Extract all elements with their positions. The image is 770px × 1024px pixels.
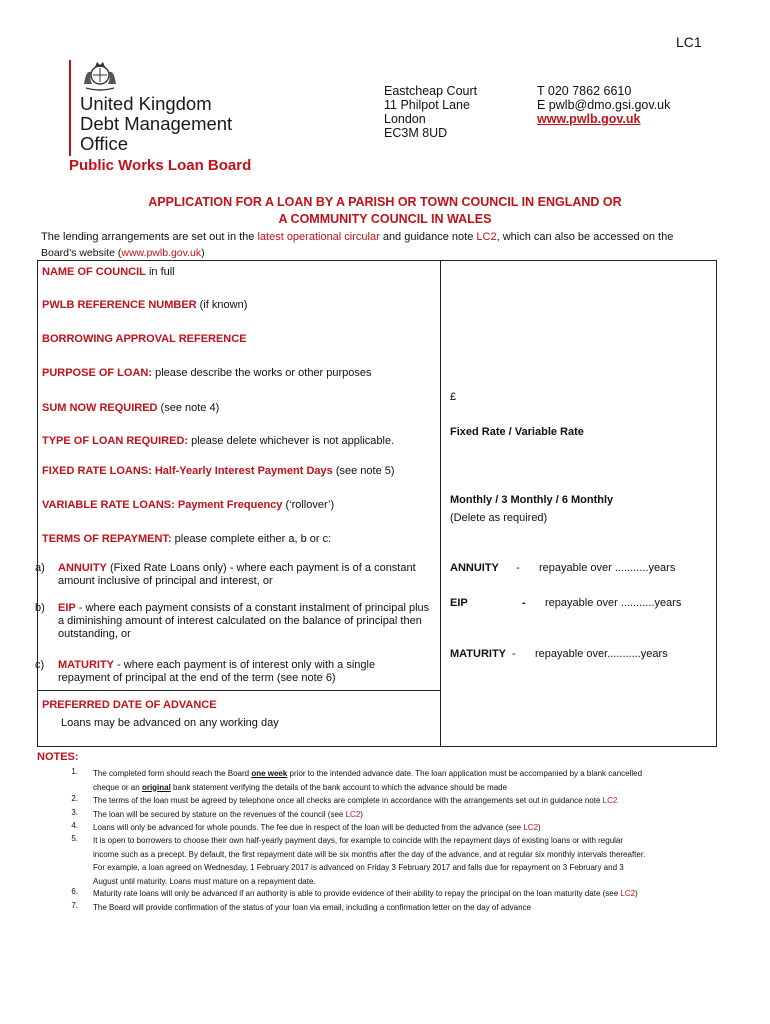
organisation-name — [80, 94, 232, 154]
notes-heading: NOTES: — [37, 751, 79, 763]
lc2-link[interactable]: LC2 — [620, 889, 636, 898]
pound-sign: £ — [450, 391, 457, 403]
royal-crest-icon — [80, 58, 120, 92]
loan-purpose-label — [42, 367, 372, 380]
advance-date-hint: Loans may be advanced on any working day — [61, 717, 279, 729]
field-hint: (‘rollover’) — [282, 499, 335, 511]
lc2-link[interactable]: LC2 — [345, 810, 361, 819]
note-text: It is open to borrowers to choose their own half-yearly payment days, for example to coincide with the repayment days of existing loans or with regular — [93, 836, 624, 845]
sum-required-input[interactable] — [450, 391, 710, 417]
field-label: NAME OF COUNCIL — [42, 266, 146, 278]
section-divider — [37, 690, 441, 691]
field-hint: a diminishing amount of interest calculated on the balance of principal then — [58, 615, 422, 627]
note-6 — [93, 887, 723, 901]
field-hint: outstanding, or — [58, 628, 131, 640]
field-label: PWLB REFERENCE NUMBER — [42, 299, 197, 311]
org-line-1: United Kingdom — [80, 93, 212, 114]
field-label: VARIABLE RATE LOANS: Payment Frequency — [42, 499, 283, 511]
field-label: ANNUITY — [58, 562, 107, 574]
field-label: PURPOSE OF LOAN: — [42, 367, 153, 379]
note-text: ) — [360, 810, 363, 819]
intro-text: ) — [201, 247, 205, 259]
field-hint: amount inclusive of principal and interest, or — [58, 575, 273, 587]
note-text: bank statement verifying the details of the bank account to which the advance should be made — [170, 782, 508, 792]
postal-address — [384, 84, 477, 140]
note-text: prior to the intended advance date. The loan application must be accompanied by a blank cancelled — [287, 769, 643, 778]
note-2 — [93, 794, 723, 808]
field-label: FIXED RATE LOANS: Half-Yearly Interest Payment Days — [42, 465, 333, 477]
field-hint: - where each payment is of interest only with a single — [114, 659, 376, 671]
option-letter-a: a) — [35, 562, 45, 574]
field-label: EIP — [58, 602, 76, 614]
address-line-4: EC3M 8UD — [384, 126, 448, 140]
pwlb-reference-label — [42, 299, 247, 312]
maturity-description — [58, 659, 438, 685]
note-text: The Board will provide confirmation of the status of your loan via email, including a confirmation letter on the day of advance — [93, 903, 532, 912]
eip-years-input[interactable]: repayable over ...........years — [545, 597, 682, 609]
borrowing-approval-input[interactable] — [441, 327, 716, 357]
fixed-rate-days-input[interactable] — [441, 458, 716, 484]
field-hint: (see note 5) — [332, 465, 395, 477]
note-text: Loans will only be advanced for whole pounds. The fee due in respect of the loan will be deducted from the advance (see — [93, 823, 524, 832]
note-text: income such as a precept. By default, the first repayment date will be six months after the day of the advance, and at regular six monthly intervals thereafter. — [93, 849, 646, 859]
field-hint: please delete whichever is not applicable. — [188, 435, 395, 447]
field-label: BORROWING APPROVAL REFERENCE — [42, 333, 247, 345]
maturity-years-input[interactable]: repayable over...........years — [535, 648, 668, 660]
intro-text: Board’s website ( — [41, 247, 122, 259]
field-hint: (see note 4) — [157, 402, 220, 414]
operational-circular-link[interactable]: latest operational circular — [257, 231, 380, 243]
form-title-line-2: A COMMUNITY COUNCIL IN WALES — [278, 212, 492, 226]
note-text: cheque or an — [93, 782, 142, 792]
advance-date-input[interactable] — [441, 692, 716, 746]
note-5 — [93, 834, 723, 888]
option-letter-b: b) — [35, 602, 45, 614]
loan-purpose-input[interactable] — [441, 360, 716, 388]
address-line-3: London — [384, 112, 426, 126]
note-text: ) — [635, 889, 638, 898]
org-line-2: Debt Management — [80, 113, 233, 134]
note-4 — [93, 821, 723, 835]
field-hint: repayment of principal at the end of the term (see note 6) — [58, 672, 336, 684]
field-hint: - where each payment consists of a constant instalment of principal plus — [75, 602, 430, 614]
form-code: LC1 — [676, 34, 702, 50]
contact-details — [537, 84, 670, 126]
note-emphasis: one week — [251, 769, 288, 778]
advance-date-label — [42, 699, 217, 712]
lc2-link[interactable]: LC2 — [476, 231, 497, 243]
phone-number: T 020 7862 6610 — [537, 84, 632, 98]
note-text: The loan will be secured by stature on the revenues of the council (see — [93, 810, 346, 819]
borrowing-approval-label — [42, 333, 247, 346]
note-text: Maturity rate loans will only be advanced if an authority is able to provide evidence of their ability to repay the principal on the loan maturity date (see — [93, 889, 621, 898]
delete-as-required-note: (Delete as required) — [450, 512, 548, 524]
loan-type-options[interactable]: Fixed Rate / Variable Rate — [450, 426, 584, 438]
email-address: E pwlb@dmo.gsi.gov.uk — [537, 98, 671, 112]
maturity-dash: - — [512, 648, 516, 660]
intro-text: , which can also be accessed on the — [496, 231, 674, 243]
note-emphasis: original — [141, 782, 171, 792]
org-line-3: Office — [80, 133, 128, 154]
note-7 — [93, 901, 723, 915]
council-name-input[interactable] — [441, 261, 716, 291]
field-label: TYPE OF LOAN REQUIRED: — [42, 435, 189, 447]
note-text: August until maturity. Loans must mature on a repayment date. — [93, 876, 316, 886]
lc2-link[interactable]: LC2 — [523, 823, 539, 832]
note-number: 5. — [71, 834, 78, 843]
lc2-link[interactable]: LC2 — [602, 796, 618, 805]
intro-text: The lending arrangements are set out in the — [41, 231, 258, 243]
field-label: TERMS OF REPAYMENT: — [42, 533, 172, 545]
address-line-2: 11 Philpot Lane — [384, 98, 470, 112]
note-number: 2. — [71, 794, 78, 803]
eip-description — [58, 602, 438, 641]
pwlb-website-link[interactable]: www.pwlb.gov.uk — [121, 247, 202, 259]
field-hint: please complete either a, b or c: — [171, 533, 332, 545]
board-name: Public Works Loan Board — [69, 157, 252, 174]
note-text: The terms of the loan must be agreed by telephone once all checks are complete in accordance with the arrangements set out in guidance note — [93, 796, 603, 805]
note-number: 6. — [71, 887, 78, 896]
field-hint: please describe the works or other purposes — [152, 367, 372, 379]
field-hint: (if known) — [196, 299, 248, 311]
pwlb-reference-input[interactable] — [441, 293, 716, 323]
option-letter-c: c) — [35, 659, 45, 671]
address-line-1: Eastcheap Court — [384, 84, 478, 98]
annuity-option-label: ANNUITY — [450, 562, 499, 574]
intro-text: and guidance note — [379, 231, 477, 243]
note-text: For example, a loan agreed on Wednesday, 1 February 2017 is advanced on Friday 3 February 2017 and falls due for repayment on 3 February and 3 — [93, 863, 624, 872]
annuity-dash: - — [516, 562, 520, 574]
terms-of-repayment-label — [42, 533, 331, 546]
field-hint: in full — [145, 266, 175, 278]
field-label: PREFERRED DATE OF ADVANCE — [42, 699, 217, 711]
intro-line-2 — [41, 247, 205, 259]
payment-frequency-options[interactable]: Monthly / 3 Monthly / 6 Monthly — [450, 494, 614, 506]
note-number: 7. — [71, 901, 78, 910]
field-label: SUM NOW REQUIRED — [42, 402, 158, 414]
form-title-line-1: APPLICATION FOR A LOAN BY A PARISH OR TOWN COUNCIL IN ENGLAND OR — [148, 195, 622, 209]
variable-rate-frequency-label — [42, 499, 334, 512]
note-3 — [93, 808, 723, 822]
website-link[interactable]: www.pwlb.gov.uk — [537, 112, 641, 126]
eip-dash: - — [522, 597, 526, 609]
note-number: 3. — [71, 808, 78, 817]
fixed-rate-days-label — [42, 465, 395, 478]
note-number: 4. — [71, 821, 78, 830]
annuity-description — [58, 562, 438, 588]
logo-divider — [69, 60, 71, 156]
sum-required-label — [42, 402, 219, 415]
note-1 — [93, 767, 723, 794]
note-text: ) — [538, 823, 541, 832]
council-name-label — [42, 266, 175, 279]
eip-option-label: EIP — [450, 597, 468, 609]
annuity-years-input[interactable]: repayable over ...........years — [539, 562, 676, 574]
loan-type-label — [42, 435, 394, 448]
note-number: 1. — [71, 767, 78, 776]
intro-line-1 — [41, 231, 673, 243]
maturity-option-label: MATURITY — [450, 648, 507, 660]
field-hint: (Fixed Rate Loans only) - where each payment is of a constant — [106, 562, 416, 574]
note-text: The completed form should reach the Board — [93, 769, 252, 778]
field-label: MATURITY — [58, 659, 115, 671]
